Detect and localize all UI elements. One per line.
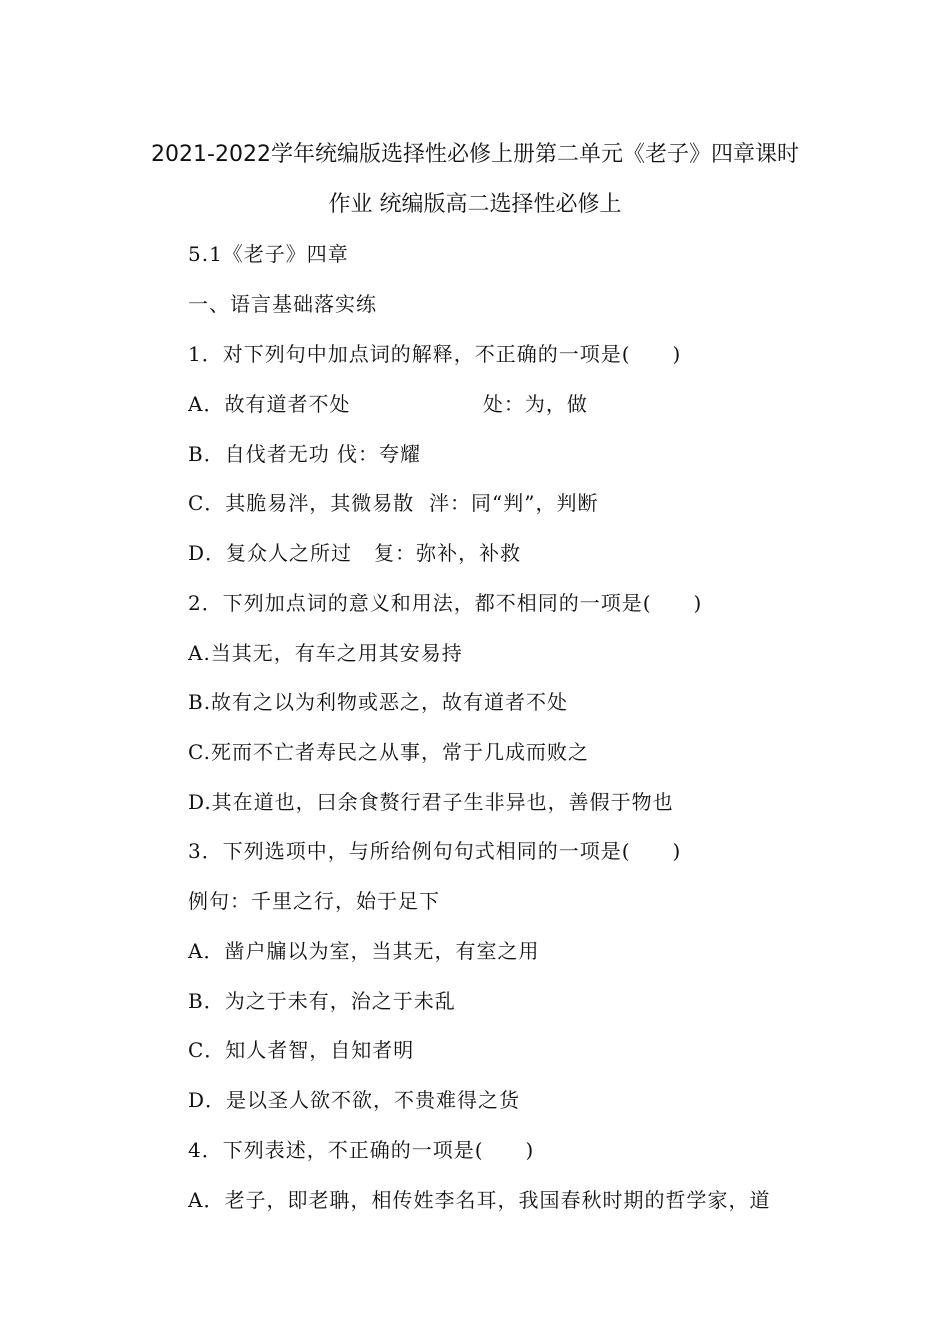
question-4-option-a: A．老子，即老聃，相传姓李名耳，我国春秋时期的哲学家，道: [188, 1188, 771, 1212]
question-2-option-d: D.其在道也，曰余食赘行君子生非异也，善假于物也: [188, 790, 674, 814]
question-2-option-c: C.死而不亡者寿民之从事，常于几成而败之: [188, 740, 589, 764]
question-3-option-d: D．是以圣人欲不欲，不贵难得之货: [188, 1088, 521, 1112]
question-3-example: 例句：千里之行，始于足下: [188, 889, 440, 913]
part-heading: 一、语言基础落实练: [188, 292, 377, 316]
question-2-option-a: A.当其无，有车之用其安易持: [188, 641, 463, 665]
question-4-stem: 4．下列表述，不正确的一项是( ): [188, 1138, 535, 1162]
question-2-option-b: B.故有之以为利物或恶之，故有道者不处: [188, 690, 569, 714]
document-title-line-1: 2021-2022学年统编版选择性必修上册第二单元《老子》四章课时: [151, 142, 799, 167]
question-1-option-c: C．其脆易泮，其微易散 泮：同“判”，判断: [188, 491, 599, 515]
question-1-option-b: B．自伐者无功 伐：夸耀: [188, 442, 422, 466]
question-2-stem: 2．下列加点词的意义和用法，都不相同的一项是( ): [188, 591, 703, 615]
question-3-option-b: B．为之于未有，治之于未乱: [188, 989, 456, 1013]
question-3-option-c: C．知人者智，自知者明: [188, 1038, 415, 1062]
question-3-option-a: A．凿户牖以为室，当其无，有室之用: [188, 939, 540, 963]
question-3-stem: 3．下列选项中，与所给例句句式相同的一项是( ): [188, 839, 682, 863]
question-1-stem: 1．对下列句中加点词的解释，不正确的一项是( ): [188, 342, 682, 366]
document-title-line-2: 作业 统编版高二选择性必修上: [328, 192, 622, 217]
question-1-option-a: A．故有道者不处 处：为，做: [188, 392, 588, 416]
question-1-option-d: D．复众人之所过 复：弥补，补救: [188, 541, 522, 565]
section-heading: 5.1《老子》四章: [188, 242, 349, 266]
